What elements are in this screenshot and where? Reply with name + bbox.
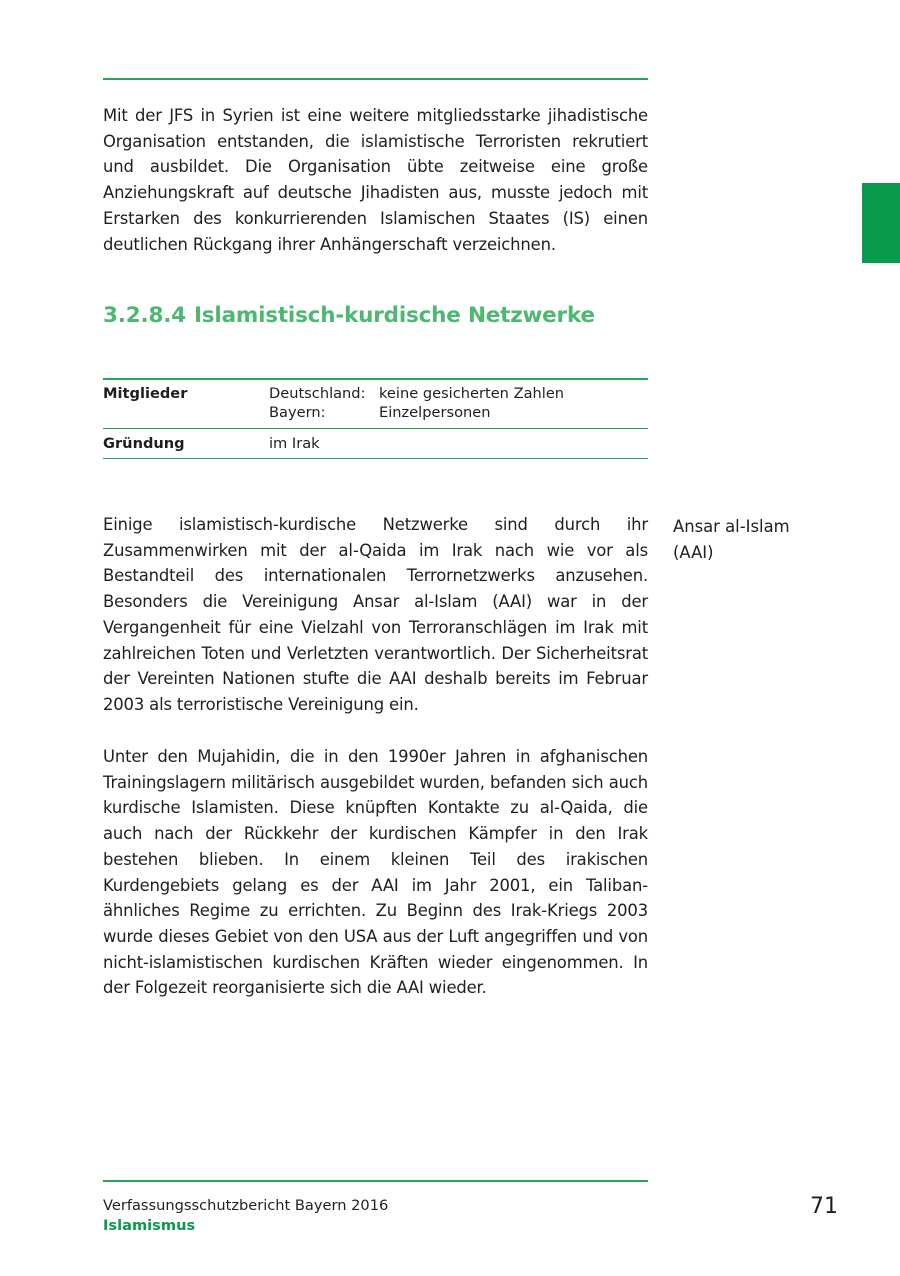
margin-note (673, 514, 790, 565)
bavaria-label: Bayern: (269, 404, 326, 421)
intro-paragraph: Mit der JFS in Syrien ist eine weitere mitgliedsstarke jihadistische Organisation entstanden, die islamistische Terroristen rekrutiert und ausbildet. Die Organisation übte zeitweise eine große Anziehungskraft auf deutsche Jihadisten aus, musste jedoch mit Erstarken des konkurrierenden Islamischen Staates (IS) einen deutlichen Rückgang ihrer Anhängerschaft verzeichnen. (103, 106, 648, 254)
body-paragraph-2: Unter den Mujahidin, die in den 1990er Jahren in afghanischen Trainingslagern militärisch ausgebildet wurden, befanden sich auch kurdische Islamisten. Diese knüpften Kontakte zu al-Qaida, die auch nach der Rückkehr der kurdischen Kämpfer in den Irak bestehen blieben. In einem kleinen Teil des irakischen Kurdengebiets gelang es der AAI im Jahr 2001, ein Taliban-ähnliches Regime zu errichten. Zu Beginn des Irak-Kriegs 2003 wurde dieses Gebiet von den USA aus der Luft angegriffen und von nicht-islamistischen kurdischen Kräften wieder eingenommen. In der Folgezeit reorganisierte sich die AAI wieder. (103, 747, 648, 998)
footer-chapter: Islamismus (103, 1217, 196, 1234)
table-middle-rule (103, 428, 648, 429)
table-top-rule (103, 378, 648, 380)
top-rule (103, 78, 648, 80)
page-number: 71 (810, 1194, 838, 1219)
footer-rule (103, 1180, 648, 1182)
founding-value: im Irak (269, 435, 320, 452)
footer-publication: Verfassungsschutzbericht Bayern 2016 (103, 1197, 389, 1214)
section-number: 3.2.8.4 (103, 303, 186, 328)
bavaria-value: Einzelpersonen (379, 404, 491, 421)
section-heading (103, 303, 595, 328)
table-bottom-rule (103, 458, 648, 459)
founding-label: Gründung (103, 435, 185, 452)
margin-note-line-2: (AAI) (673, 542, 714, 562)
chapter-thumb-tab (862, 183, 900, 263)
germany-value: keine gesicherten Zahlen (379, 385, 565, 402)
germany-label: Deutschland: (269, 385, 366, 402)
section-title: Islamistisch-kurdische Netzwerke (194, 303, 595, 328)
body-paragraph-1: Einige islamistisch-kurdische Netzwerke sind durch ihr Zusammenwirken mit der al-Qaida im Irak nach wie vor als Bestandteil des internationalen Terrornetzwerks anzusehen. Besonders die Vereinigung Ansar al-Islam (AAI) war in der Vergangenheit für eine Vielzahl von Terroranschlägen im Irak mit zahlreichen Toten und Verletzten verantwortlich. Der Sicherheitsrat der Vereinten Nationen stufte die AAI deshalb bereits im Februar 2003 als terroristische Vereinigung ein. (103, 515, 648, 714)
members-label: Mitglieder (103, 385, 188, 402)
margin-note-line-1: Ansar al-Islam (673, 517, 790, 536)
